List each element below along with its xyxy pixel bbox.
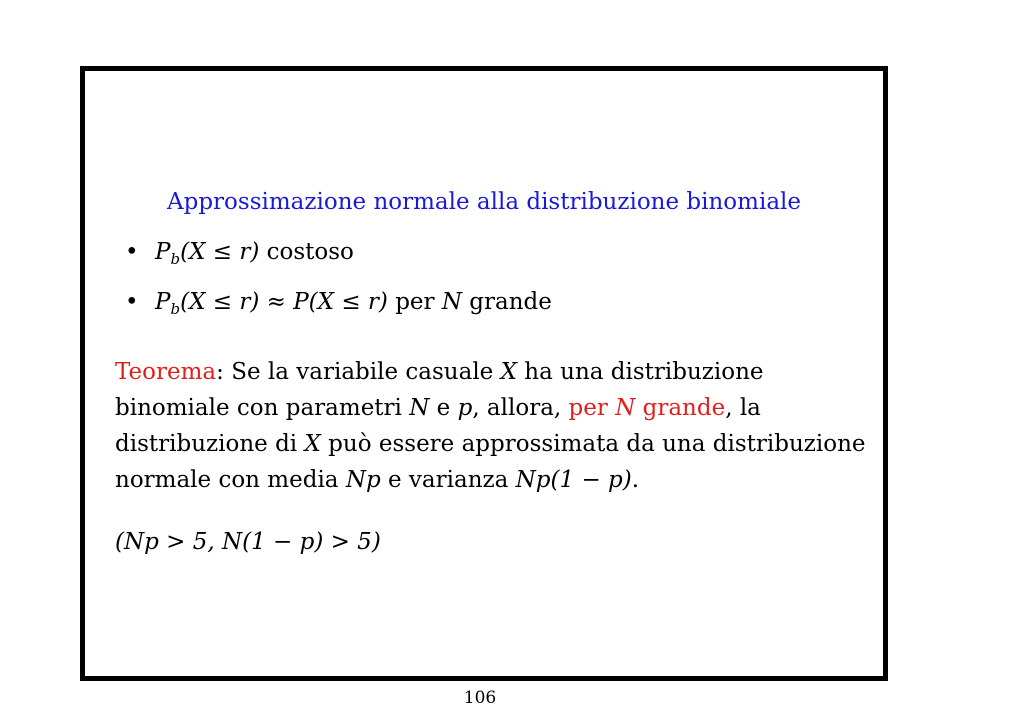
bullet-2: • $P_b(X \le r) \approx P(X \le r)$ per N grande — [125, 289, 552, 318]
condition-expression: (Np > 5, N(1 − p) > 5) — [115, 529, 381, 555]
page-number: 106 — [463, 688, 497, 708]
theorem-paragraph: Teorema: Se la variabile casuale X ha una distribuzione binomiale con parametri N e p, allora, per N grande, la distribuzione di X può essere approssimata da una distribuzione normale con media Np e varianza Np(1 − p). — [115, 359, 866, 493]
bullet-1-text: costoso — [259, 239, 354, 265]
theorem-highlight: per N grande — [568, 395, 726, 421]
bullet-1: • $P_b(X \le r)$ costoso — [125, 239, 354, 268]
slide-frame — [80, 66, 888, 681]
bullet-dot: • — [125, 289, 139, 315]
theorem-label: Teorema — [115, 359, 217, 385]
bullet-dot: • — [125, 239, 139, 265]
bullet-1-expr: (X ≤ r) — [180, 239, 260, 265]
bullet-2-expr: (X ≤ r) ≈ P(X ≤ r) — [180, 289, 388, 315]
slide-title: Approssimazione normale alla distribuzione binomiale — [167, 189, 801, 215]
